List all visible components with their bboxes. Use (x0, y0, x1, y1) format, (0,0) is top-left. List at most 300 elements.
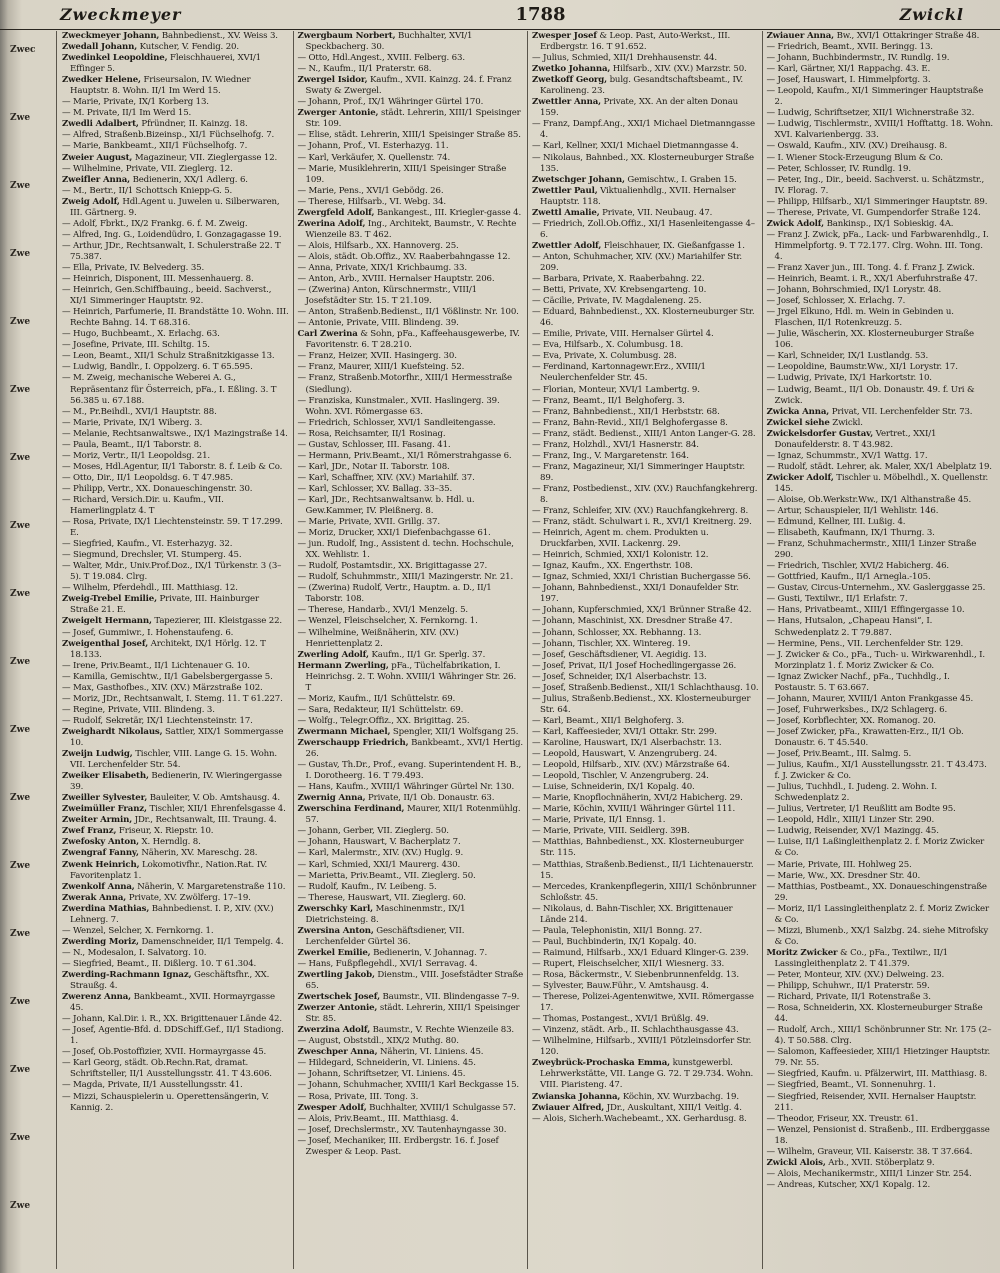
directory-entry: — Rupert, Fleischselcher, XII/1 Wiesnerg. 33. (532, 958, 725, 969)
directory-entry: — Therese, Hauswart, VII. Zieglerg. 60. (297, 892, 466, 903)
directory-entry: — Heinrich, Parfumerie, II. Brandstätte 10. Wohn. III. Rechte Bahng. 14. T 68.316. (62, 307, 289, 329)
directory-entry: Moritz Zwicker & Co., pFa., Textilwr., II/1 Lassingleithenplatz 2. T 41.379. (766, 947, 948, 969)
directory-entry: Zweiker Elisabeth, Bedienerin, IV. Wieringergasse 39. (62, 771, 282, 793)
directory-entry: — J. Zwicker & Co., pFa., Tuch- u. Wirkwarenhdl., I. Morzinplatz 1. f. Moriz Zwicker & Co. (766, 649, 985, 671)
directory-entry: — Hans, Fußpflegehdl., XVI/1 Serravag. 4. (297, 958, 478, 969)
directory-entry: — Antonie, Private, VIII. Blindeng. 39. (297, 318, 459, 329)
column-2 (293, 31, 528, 1269)
directory-entry: Carl Zwerina & Sohn, pFa., Kaffeehausgewerbe, IV. Favoritenstr. 6. T 28.210. (297, 329, 520, 351)
directory-entry: — Therese, Polizei-Agentenwitwe, XVII. Römergasse 17. (532, 992, 754, 1014)
directory-entry: — Max, Gasthofbes., XIV. (XV.) Märzstraße 102. (62, 682, 263, 693)
directory-entry: — Karl, Schneider, IX/1 Lustlandg. 53. (766, 351, 929, 362)
directory-entry: Zwesper Adolf, Buchhalter, XVIII/1 Schulgasse 57. (297, 1102, 516, 1113)
directory-entry: — Franz, Beamt., II/1 Belghoferg. 3. (532, 395, 685, 406)
directory-entry: — Ignaz, Schummstr., XV/1 Wattg. 17. (766, 450, 928, 461)
directory-entry: — Johann, Hauswart, V. Bacherplatz 7. (297, 837, 461, 848)
directory-entry: Zweschper Anna, Näherin, VI. Liniens. 45. (297, 1047, 484, 1058)
directory-entry: — Franz, Bahnbedienst., XII/1 Herbststr. 68. (532, 406, 720, 417)
directory-entry: — Peter, Ing., Dir., beeid. Sachverst. u. Schätzmstr., IV. Florag. 7. (766, 174, 985, 196)
directory-entry: — Melanie, Rechtsanwaltswe., IX/1 Mazingstraße 14. (62, 428, 288, 439)
directory-entry: — Wenzel, Pensionist d. Straßenb., III. Erdberggasse 18. (766, 1124, 990, 1146)
directory-entry: — M. Private, II/1 Im Werd 15. (62, 108, 192, 119)
directory-entry: Zwicker Adolf, Tischler u. Möbelhdl., X. Quellenstr. 145. (766, 472, 989, 494)
directory-entry: Zwenk Heinrich, Lokomotivfhr., Nation.Rat. IV. Favoritenplatz 1. (62, 859, 268, 881)
directory-entry: — Matthias, Postbeamt., XX. Donaueschingenstraße 29. (766, 881, 987, 903)
directory-entry: — Johann, Schriftsetzer, VI. Liniens. 45. (297, 1069, 466, 1080)
directory-entry: — Marie, Private, II/1 Ennsg. 1. (532, 815, 666, 826)
directory-entry: Zweighardt Nikolaus, Sattler, XIX/1 Sommergasse 10. (62, 726, 284, 748)
directory-entry: — Karl, Malermstr., XIV. (XV.) Huglg. 9. (297, 848, 464, 859)
directory-entry: — Alois, Mechanikermstr., XIII/1 Linzer Str. 254. (766, 1168, 972, 1179)
directory-entry: — N., Modesalon, I. Salvatorg. 10. (62, 947, 207, 958)
directory-entry: — Heinrich, Beamt. i. R., XX/1 Aberfuhrstraße 47. (766, 274, 978, 285)
directory-entry: Zwerschina Ferdinand, Maurer, XII/1 Rotenmühlg. 57. (297, 804, 521, 826)
directory-entry: — Siegfried, Reisender, XVII. Hernalser Hauptstr. 211. (766, 1091, 977, 1113)
directory-entry: Zweijn Ludwig, Tischler, VIII. Lange G. 15. Wohn. VII. Lerchenfelder Str. 54. (62, 749, 277, 771)
directory-entry: — Marie, Pens., XVI/1 Gebödg. 26. (297, 185, 444, 196)
directory-entry: — Marie, Private, IX/1 Wiberg. 3. (62, 417, 203, 428)
directory-entry: — Therese, Private, VI. Gumpendorfer Straße 124. (766, 207, 981, 218)
directory-entry: Zwickl Alois, Arb., XVII. Stöberplatz 9. (766, 1157, 935, 1168)
directory-entry: — Anna, Private, XIX/1 Krichbaumg. 33. (297, 262, 467, 273)
directory-entry: — Anton, Arb., XVIII. Hernalser Hauptstr. 206. (297, 274, 495, 285)
directory-entry: — Josef, Drechslermstr., XV. Tautenhayngasse 30. (297, 1124, 507, 1135)
directory-entry: — N., Kaufm., II/1 Praterstr. 68. (297, 64, 432, 75)
directory-entry: Hermann Zwerling, pFa., Tüchelfabrikation, I. Heinrichsg. 2. T. Wohn. XVIII/1 Währinger Str. 26. T (297, 660, 517, 693)
directory-entry: — Karl, Gärtner, XI/1 Rappachg. 43. E. (766, 64, 931, 75)
directory-entry: — Franz, Postbedienst., XIV. (XV.) Rauchfangkehrerg. 8. (532, 483, 758, 505)
directory-entry: — August, Obststdl., XIX/2 Muthg. 80. (297, 1036, 459, 1047)
directory-entry: — Leopold, Hdlr., XIII/1 Linzer Str. 290. (766, 815, 935, 826)
left-margin-index: Zwec Zwe Zwe Zwe Zwe Zwe Zwe Zwe Zwe Zwe Zwe Zwe Zwe Zwe Zwe Zwe Zwe Zwe (8, 31, 57, 1269)
directory-entry: Zwedli Adalbert, Pfründner, II. Kainzg. 18. (62, 119, 248, 130)
directory-entry: — Johann, Buchbindermstr., IV. Rundlg. 19. (766, 53, 950, 64)
directory-entry: — Marie, Bankbeamt., XII/1 Füchselhofg. 7. (62, 141, 248, 152)
directory-entry: — Walter, Mdr., Univ.Prof.Doz., IX/1 Türkenstr. 3 (3–5). T 19.084. Clrg. (62, 561, 282, 583)
directory-entry: Zwefosky Anton, X. Herndlg. 8. (62, 837, 201, 848)
directory-entry: Zwickelsdorfer Gustav, Vertret., XXI/1 Donaufelderstr. 8. T 43.982. (766, 428, 937, 450)
directory-entry: — Franz, Heizer, XVII. Hasingerg. 30. (297, 351, 457, 362)
directory-entry: — Hermine, Pens., VII. Lerchenfelder Str. 129. (766, 638, 964, 649)
directory-entry: — Josef, Gummiwr., I. Hohenstaufeng. 6. (62, 627, 234, 638)
directory-entry: — Josef Zwicker, pFa., Krawatten-Erz., II/1 Ob. Donaustr. 6. T 45.540. (766, 726, 964, 748)
directory-entry: — Heinrich, Gen.Schiffbauing., beeid. Sachverst., XI/1 Simmeringer Hauptstr. 92. (62, 285, 272, 307)
directory-entry: — Leopold, Kaufm., XI/1 Simmeringer Hauptstraße 2. (766, 86, 984, 108)
directory-entry: — Marietta, Priv.Beamt., VII. Zieglerg. 50. (297, 870, 476, 881)
directory-entry: — Johann, Bohrschmied, IX/1 Lorystr. 48. (766, 285, 942, 296)
directory-entry: Zwettler Anna, Private, XX. An der alten Donau 159. (532, 97, 739, 119)
directory-entry: — Luise, Schneiderin, IX/1 Kopalg. 40. (532, 782, 695, 793)
directory-entry: — Raimund, Hilfsarb., XX/1 Eduard Klinger-G. 239. (532, 947, 749, 958)
directory-entry: Zweigenthal Josef, Architekt, IX/1 Hörlg. 12. T 18.133. (62, 638, 266, 660)
directory-entry: — Karl, Schmied, XXI/1 Maurerg. 430. (297, 859, 461, 870)
directory-entry: — Moses, Hdl.Agentur, II/1 Taborstr. 8. f. Leib & Co. (62, 461, 283, 472)
directory-entry: — Johann, Tischler, XX. Wintereg. 19. (532, 638, 691, 649)
directory-entry: — Marie, Musiklehrerin, XIII/1 Speisinger Straße 109. (297, 163, 507, 185)
directory-entry: Zweiter Armin, JDr., Rechtsanwalt, III. Traung. 4. (62, 815, 277, 826)
directory-entry: — Mizzi, Schauspielerin u. Operettensängerin, V. Kannig. 2. (62, 1091, 269, 1113)
directory-entry: — Julius, Tuchhdl., I. Judeng. 2. Wohn. I. Schwedenplatz 2. (766, 782, 937, 804)
directory-entry: — Marie, Private, VIII. Seidlerg. 39B. (532, 826, 690, 837)
directory-entry: — Peter, Monteur, XIV. (XV.) Delweing. 23. (766, 969, 945, 980)
directory-entry: Zwickel siehe Zwickl. (766, 417, 863, 428)
directory-entry: — jun. Rudolf, Ing., Assistent d. techn. Hochschule, XX. Wehlistr. 1. (297, 539, 514, 561)
directory-entry: — Magda, Private, II/1 Ausstellungsstr. 41. (62, 1080, 243, 1091)
directory-entry: — Florian, Monteur, XVI/1 Lambertg. 9. (532, 384, 700, 395)
directory-entry: — Friedrich, Schlosser, XVI/1 Sandleitengasse. (297, 417, 496, 428)
directory-entry: — Siegfried, Beamt., VI. Sonnenuhrg. 1. (766, 1080, 936, 1091)
directory-entry: — Ludwig, Reisender, XV/1 Mazingg. 45. (766, 826, 939, 837)
directory-entry: — Nikolaus, Bahnbed., XX. Klosterneuburger Straße 135. (532, 152, 754, 174)
directory-entry: — Johann, Gerber, VII. Zieglerg. 50. (297, 826, 449, 837)
directory-entry: — Siegmund, Drechsler, VI. Stumperg. 45. (62, 550, 242, 561)
directory-entry: — Alois, städt. Ob.Offiz., XV. Raaberbahngasse 12. (297, 251, 511, 262)
directory-entry: — Rosa, Reichsamter, II/1 Rosinag. (297, 428, 446, 439)
directory-entry: — Paula, Telephonistin, XII/1 Bonng. 27. (532, 925, 702, 936)
directory-entry: — Wilhelm, Pferdehdl., III. Matthiasg. 12. (62, 583, 238, 594)
directory-entry: — Johann, Prof., IX/1 Währinger Gürtel 170. (297, 97, 484, 108)
directory-entry: — Otto, Dir., II/1 Leopoldsg. 6. T 47.985. (62, 472, 233, 483)
directory-entry: — Johann, Maurer, XVIII/1 Anton Frankgasse 45. (766, 693, 974, 704)
directory-entry: Zwenkolf Anna, Näherin, V. Margaretenstraße 110. (62, 881, 286, 892)
directory-entry: — Julius, Kaufm., XI/1 Ausstellungsstr. 21. T 43.473. f. J. Zwicker & Co. (766, 760, 987, 782)
directory-entry: Zwerzer Antonie, städt. Lehrerin, XIII/1 Speisinger Str. 85. (297, 1003, 520, 1025)
header-right-word: Zwickl (899, 5, 964, 24)
directory-entry: Zwedinkel Leopoldine, Fleischhauerei, XVI/1 Effinger 5. (62, 53, 261, 75)
directory-entry: — Josef, Schlosser, X. Erlachg. 7. (766, 296, 906, 307)
directory-entry: — Therese, Hilfsarb., VI. Webg. 34. (297, 196, 447, 207)
directory-entry: — Marie, Köchin, XVIII/1 Währinger Gürtel 111. (532, 804, 736, 815)
directory-entry: — Leopold, Hauswart, V. Anzengruberg. 24. (532, 749, 718, 760)
directory-entry: — Siegfried, Kaufm. u. Pfälzerwirt, III. Matthiasg. 8. (766, 1069, 988, 1080)
directory-entry: — Josefine, Private, III. Schiltg. 15. (62, 340, 210, 351)
directory-entry: — Josef, Hauswart, I. Himmelpfortg. 3. (766, 75, 931, 86)
directory-entry: — Wilhelmine, Private, VII. Zieglerg. 12. (62, 163, 233, 174)
directory-entry: Zwerger Antonie, städt. Lehrerin, XIII/1 Speisinger Str. 109. (297, 108, 521, 130)
directory-entry: Zwernig Anna, Private, II/1 Ob. Donaustr. 63. (297, 793, 495, 804)
directory-entry: — Salomon, Kaffeesieder, XIII/1 Hietzinger Hauptstr. 79. Nr. 55. (766, 1047, 991, 1069)
column-1 (58, 31, 293, 1269)
directory-entry: — Julius, Vertreter, I/1 Reußlitt am Bodte 95. (766, 804, 956, 815)
directory-entry: — Alfred, Straßenb.Bizeinsp., XI/1 Füchselhofg. 7. (62, 130, 275, 141)
directory-entry: — Leopoldine, Baumstr.Ww., XI/1 Lorystr. 17. (766, 362, 958, 373)
directory-entry: — Johann, Kal.Dir. i. R., XX. Brigittenauer Lände 42. (62, 1014, 282, 1025)
directory-entry: — M., Pr.Beihdl., XVI/1 Hauptstr. 88. (62, 406, 217, 417)
directory-entry: — Alfred, Ing. G., Loidendüdro, I. Gonzagagasse 19. (62, 229, 282, 240)
directory-entry: — Franz, Schuhmachermstr., XIII/1 Linzer Straße 290. (766, 539, 977, 561)
directory-entry: — Johann, Schuhmacher, XVIII/1 Karl Beckgasse 15. (297, 1080, 520, 1091)
directory-entry: Zwergbaum Norbert, Buchhalter, XVI/1 Speckbacherg. 30. (297, 31, 473, 53)
directory-entry: Zwerschaupp Friedrich, Bankbeamt., XVI/1 Hertig. 26. (297, 738, 523, 760)
directory-entry: — Johann, Kupferschmied, XX/1 Brünner Straße 42. (532, 605, 752, 616)
directory-entry: Zwiauer Anna, Bw., XVI/1 Ottakringer Straße 48. (766, 31, 980, 41)
directory-entry: — Ignaz Zwicker Nachf., pFa., Tuchhdlg., I. Postaustr. 5. T 63.667. (766, 671, 950, 693)
directory-entry: — Mercedes, Krankenpflegerin, XIII/1 Schönbrunner Schloßstr. 45. (532, 881, 757, 903)
directory-entry: — Rosa, Private, III. Tong. 3. (297, 1091, 419, 1102)
directory-entry: — Arthur, JDr., Rechtsanwalt, I. Schulerstraße 22. T 75.387. (62, 240, 281, 262)
directory-entry: — Jrgel Elkuno, Hdl. m. Wein in Gebinden u. Flaschen, II/1 Rotenkreuzg. 5. (766, 307, 954, 329)
directory-entry: Zweifler Anna, Bedienerin, XX/1 Adlerg. 6. (62, 174, 248, 185)
directory-entry: — (Zwerina) Rudolf, Vertr., Hauptm. a. D., II/1 Taborstr. 108. (297, 583, 492, 605)
directory-entry: — Richard, Private, II/1 Rotenstraße 3. (766, 992, 931, 1003)
directory-entry: — Heinrich, Disponent, III. Messenhauerg. 8. (62, 274, 254, 285)
directory-entry: Zweimüller Franz, Tischler, XII/1 Ehrenfelsgasse 4. (62, 804, 286, 815)
directory-entry: — Heinrich, Schmied, XXI/1 Kolonistr. 12. (532, 550, 709, 561)
directory-entry: — Rudolf, Sekretär, IX/1 Liechtensteinstr. 17. (62, 715, 253, 726)
directory-entry: Zwerschky Karl, Maschinenmstr., IX/1 Dietrichsteing. 8. (297, 903, 466, 925)
directory-entry: — Betti, Private, XV. Krebsengarteng. 10. (532, 285, 707, 296)
directory-entry: — Karoline, Hauswart, IX/1 Alserbachstr. 13. (532, 738, 722, 748)
directory-entry: Zwengraf Fanny, Näherin, XV. Mareschg. 28. (62, 848, 258, 859)
directory-entry: — Gottfried, Kaufm., II/1 Arnegla.-105. (766, 572, 931, 583)
directory-entry: — Alois, Hilfsarb., XX. Hannoverg. 25. (297, 240, 459, 251)
directory-entry: — Philipp, Schuhwr., II/1 Praterstr. 59. (766, 981, 930, 992)
directory-entry: — Josef, Geschäftsdiener, VI. Aegidig. 13. (532, 649, 707, 660)
directory-entry: — Siegfried, Kaufm., VI. Esterhazyg. 32. (62, 539, 233, 550)
directory-entry: — Oswald, Kaufm., XIV. (XV.) Dreihausg. 8. (766, 141, 948, 152)
directory-entry: — Anton, Straßenb.Bedienst., II/1 Vößlinstr. Nr. 100. (297, 307, 519, 318)
directory-entry: — Wenzel, Fleischselcher, X. Fernkorng. 1. (297, 616, 478, 627)
directory-entry: — Mizzi, Blumenb., XX/1 Salzbg. 24. siehe Mitrofsky & Co. (766, 925, 989, 947)
directory-entry: Zwicka Anna, Privat, VII. Lerchenfelder Str. 73. (766, 406, 973, 417)
directory-entry: — Josef, Straßenb.Bedienst., XII/1 Schlachthausg. 10. (532, 682, 759, 693)
directory-entry: — Nikolaus, d. Bahn-Tischler, XX. Brigittenauer Lände 214. (532, 903, 733, 925)
directory-entry: — Marie, Knopflochnäherin, XVI/2 Habicherg. 29. (532, 793, 743, 804)
directory-entry: — Moriz, JDr., Rechtsanwalt, I. Stemg. 11. T 61.227. (62, 693, 283, 704)
directory-entry: — Paula, Beamt., II/1 Taborstr. 8. (62, 439, 202, 450)
directory-entry: — Rosa, Private, IX/1 Liechtensteinstr. 59. T 17.299. E. (62, 517, 283, 539)
directory-entry: Zwerling Adolf, Kaufm., II/1 Gr. Sperlg. 37. (297, 649, 486, 660)
directory-entry: — Heinrich, Agent m. chem. Produkten u. Druckfarben, XVII. Lackenrg. 29. (532, 528, 709, 550)
directory-entry: Zwerak Anna, Private, XV. Zwölferg. 17–19. (62, 892, 251, 903)
directory-entry: — Cäcilie, Private, IV. Magdaleneng. 25. (532, 296, 702, 307)
directory-entry: Zweier August, Magazineur, VII. Zieglergasse 12. (62, 152, 278, 163)
directory-entry: Zweig-Trebel Emilie, Private, III. Hainburger Straße 21. E. (62, 594, 259, 616)
directory-entry: — Ludwig, Tischlermstr., XVIII/1 Hofftattg. 18. Wohn. XVI. Kalvarienbergg. 33. (766, 119, 993, 141)
directory-entry: — Franz, städt. Bedienst., XIII/1 Anton Langer-G. 28. (532, 428, 756, 439)
directory-entry: Zwerina Adolf, Ing., Architekt, Baumstr., V. Rechte Wienzeile 83. T 462. (297, 218, 517, 240)
directory-entry: — Julie, Wäscherin, XX. Klosterneuburger Straße 106. (766, 329, 974, 351)
directory-entry: — Wilhelmine, Hilfsarb., XVIII/1 Pötzleinsdorfer Str. 120. (532, 1036, 752, 1058)
directory-entry: — Ignaz, Kaufm., XX. Engerthstr. 108. (532, 561, 693, 572)
directory-entry: Zwerdina Mathias, Bahnbedienst. I. P., XIV. (XV.) Lehnerg. 7. (62, 903, 274, 925)
directory-entry: Zwick Adolf, Bankinsp., IX/1 Sobieskig. 4A. (766, 218, 954, 229)
directory-entry: Zwerkel Emilie, Bedienerin, V. Johannag. 7. (297, 947, 488, 958)
directory-entry: — Edmund, Kellner, III. Lußig. 4. (766, 517, 906, 528)
directory-entry: — Moriz, Drucker, XXI/1 Diefenbachgasse 61. (297, 528, 491, 539)
directory-entry: — Josef, Korbflechter, XX. Romanog. 20. (766, 715, 936, 726)
directory-entry: — Josef, Fuhrwerksbes., IX/2 Schlagerg. 6. (766, 704, 948, 715)
directory-entry: — Ludwig, Schriftsetzer, XII/1 Wichnerstraße 32. (766, 108, 975, 119)
directory-entry: — Franz J. Zwick, pFa., Lack- und Farbwarenhdlg., I. Himmelpfortg. 9. T 72.177. Clrg. Wohn. III. Tong. 4. (766, 229, 989, 262)
directory-entry: — Franz, Straßenb.Motorfhr., XIII/1 Hermesstraße (Siedlung). (297, 373, 512, 395)
directory-entry: — Karl, Kellner, XXI/1 Michael Dietmanngasse 4. (532, 141, 739, 152)
directory-entry: — Gustav, Schlosser, III. Fasang. 41. (297, 439, 451, 450)
directory-entry: — Johann, Bahnbedienst., XXI/1 Donaufelder Str. 197. (532, 583, 739, 605)
directory-entry: Zwerding-Rachmann Ignaz, Geschäftsfhr., XX. Straußg. 4. (62, 969, 270, 992)
directory-entry: — Eva, Hilfsarb., X. Columbusg. 18. (532, 340, 684, 351)
directory-entry: — Matthias, Straßenb.Bedienst., II/1 Lichtenauerstr. 15. (532, 859, 754, 881)
column-3 (527, 31, 762, 1269)
directory-entry: — Kamilla, Gemischtw., II/1 Gabelsbergergasse 5. (62, 671, 273, 682)
directory-entry: — Sara, Redakteur, II/1 Schüttelstr. 69. (297, 704, 464, 715)
directory-entry: — Moriz, Vertr., II/1 Leopoldsg. 21. (62, 450, 210, 461)
directory-entry: — Hans, Hutsalon, „Chapeau Hansi“, I. Schwedenplatz 2. T 79.887. (766, 616, 933, 638)
directory-entry: Zwettl Amalie, Private, VII. Neubaug. 47. (532, 207, 713, 218)
directory-entry: — Franz, Dampf.Ang., XXI/1 Michael Dietmanngasse 4. (532, 119, 755, 141)
directory-entry: — Franziska, Kunstmaler., XVII. Haslingerg. 39. Wohn. XVI. Römergasse 63. (297, 395, 500, 417)
directory-entry: — Regine, Private, VIII. Blindeng. 3. (62, 704, 215, 715)
directory-entry: Zwef Franz, Friseur, X. Riepstr. 10. (62, 826, 214, 837)
directory-entry: — Therese, Handarb., XVI/1 Menzelg. 5. (297, 605, 468, 616)
directory-entry: — Gustav, Th.Dr., Prof., evang. Superintendent H. B., I. Dorotheerg. 16. T 79.493. (297, 760, 522, 782)
directory-entry: — Richard, Versich.Dir. u. Kaufm., VII. Hamerlingplatz 4. T (62, 494, 224, 517)
directory-entry: — Karl, Verkäufer, X. Quellenstr. 74. (297, 152, 451, 163)
directory-entry: — Johann, Maschinist, XX. Dresdner Straße 47. (532, 616, 733, 627)
directory-entry: — Luise, II/1 Laßingleithenplatz 2. f. Moriz Zwicker & Co. (766, 837, 985, 859)
directory-entry: Zwersina Anton, Geschäftsdiener, VII. Lerchenfelder Gürtel 36. (297, 925, 465, 947)
directory-entry: — Philipp, Hilfsarb., XI/1 Simmeringer Hauptstr. 89. (766, 196, 988, 207)
directory-entry: — Gustav, Circus-Unternehm., XV. Gaslerggasse 25. (766, 583, 986, 594)
directory-entry: Zwiauer Alfred, JDr., Auskultant, XIII/1 Veitlg. 4. (532, 1102, 742, 1113)
directory-entry: — Franz, Maurer, XIII/1 Kuefsteing. 52. (297, 362, 465, 373)
directory-entry: — Julius, Straßenb.Bedienst., XX. Klosterneuburger Str. 64. (532, 693, 751, 715)
page-header (0, 0, 1000, 30)
directory-entry: Zwertschek Josef, Baumstr., VII. Blindengasse 7–9. (297, 992, 520, 1003)
directory-entry: — Elise, städt. Lehrerin, XIII/1 Speisinger Straße 85. (297, 130, 521, 141)
directory-entry: — Franz, Magazineur, XI/1 Simmeringer Hauptstr. 89. (532, 461, 745, 483)
directory-entry: — Leopold, Hilfsarb., XIV. (XV.) Märzstraße 64. (532, 760, 730, 771)
directory-entry: Zwesper Josef & Leop. Past, Auto-Werkst., III. Erdbergstr. 16. T 91.652. (532, 31, 731, 53)
directory-entry: Zwertling Jakob, Dienstm., VIII. Josefstädter Straße 65. (297, 969, 524, 992)
directory-entry: — Anton, Schuhmacher, XIV. (XV.) Mariahilfer Str. 209. (532, 251, 742, 273)
directory-entry: — Johann, Schlosser, XX. Rebhanng. 13. (532, 627, 702, 638)
directory-entry: — Julius, Schmied, XII/1 Drehhausenstr. 44. (532, 53, 717, 64)
directory-entry: Zweckmeyer Johann, Bahnbedienst., XV. Weiss 3. (62, 31, 278, 41)
directory-entry: Zwedker Helene, Friseursalon, IV. Wiedner Hauptstr. 8. Wohn. II/1 Im Werd 15. (62, 75, 251, 97)
directory-entry: — Rudolf, städt. Lehrer, ak. Maler, XX/1 Abelplatz 19. (766, 461, 992, 472)
directory-entry: Zweybrück-Prochaska Emma, kunstgewerbl. Lehrwerkstätte, VII. Lange G. 72. T 29.734. Wohn. VIII. Piaristeng. 47. (532, 1058, 754, 1091)
directory-entry: — Leopold, Tischler, V. Anzengruberg. 24. (532, 771, 709, 782)
directory-entry: — Adolf, Fbrkt., IX/2 Frankg. 6. f. M. Zweig. (62, 218, 248, 229)
directory-entry: Zwetkoff Georg, bulg. Gesandtschaftsbeamt., IV. Karolineng. 23. (532, 75, 743, 97)
directory-entry: Zwettler Adolf, Fleischhauer, IX. Gießanfgasse 1. (532, 240, 745, 251)
directory-entry: Zweiller Sylvester, Bauleiter, V. Ob. Amtshausg. 4. (62, 793, 280, 804)
directory-entry: Zwetschger Johann, Gemischtw., I. Graben 15. (532, 174, 737, 185)
directory-entry: — Marie, Ww., XX. Dresdner Str. 40. (766, 870, 921, 881)
directory-entry: — Eduard, Bahnbedienst., XX. Klosterneuburger Str. 46. (532, 307, 755, 329)
directory-entry: — Ludwig, Beamt., II/1 Ob. Donaustr. 49. f. Uri & Zwick. (766, 384, 975, 406)
directory-entry: — Paul, Buchbinderin, IX/1 Kopalg. 40. (532, 936, 697, 947)
directory-entry: — Wolfg., Telegr.Offiz., XX. Brigittag. 25. (297, 715, 470, 726)
directory-entry: — Ludwig, Private, IX/1 Harkortstr. 10. (766, 373, 932, 384)
directory-entry: — Moriz, II/1 Lassingleithenplatz 2. f. Moriz Zwicker & Co. (766, 903, 989, 925)
directory-entry: — Otto, Hdl.Angest., XVIII. Felberg. 63. (297, 53, 465, 64)
directory-entry: — Franz, Schleifer, XIV. (XV.) Rauchfangkehrerg. 8. (532, 506, 749, 517)
directory-entry: — Karl, Schaffner, XIV. (XV.) Mariahilf. 37. (297, 472, 475, 483)
directory-entry: Zwettler Paul, Viktualienhdlg., XVII. Hernalser Hauptstr. 118. (532, 185, 736, 207)
column-4 (762, 31, 997, 1269)
directory-entry: — Andreas, Kutscher, XX/1 Kopalg. 12. (766, 1179, 931, 1190)
directory-entry: — Hildegard, Schneiderin, VI. Liniens. 45. (297, 1058, 476, 1069)
directory-entry: — Ludwig, Bandlr., I. Oppolzerg. 6. T 65.595. (62, 362, 253, 373)
directory-entry: — Leon, Beamt., XII/1 Schulz Straßnitzkigasse 13. (62, 351, 275, 362)
directory-entry: — Johann, Prof., VI. Esterhazyg. 11. (297, 141, 449, 152)
directory-entry: — M., Bertr., II/1 Schottsch Kniepp-G. 5. (62, 185, 233, 196)
directory-entry: — Karl, JDr., Rechtsanwaltsanw. b. Hdl. u. Gew.Kammer, IV. Pleißnerg. 8. (297, 494, 475, 517)
directory-entry: — Josef, Mechaniker, III. Erdbergstr. 16. f. Josef Zwesper & Leop. Past. (297, 1135, 499, 1157)
directory-entry: — Hermann, Priv.Beamt., XI/1 Römerstrahgasse 6. (297, 450, 512, 461)
header-left-word: Zweckmeyer (60, 5, 182, 24)
directory-entry: — Karl, Schlosser, XV. Ballag. 33–35. (297, 483, 453, 494)
directory-entry: — Emilie, Private, VIII. Hernalser Gürtel 4. (532, 329, 714, 340)
directory-entry: — Franz Xaver jun., III. Tong. 4. f. Franz J. Zwick. (766, 262, 975, 273)
directory-entry: — Gusti, Textilwr., II/1 Erlafstr. 7. (766, 594, 908, 605)
directory-entry: Zwergel Isidor, Kaufm., XVII. Kainzg. 24. f. Franz Swaty & Zwergel. (297, 75, 512, 97)
directory-entry: — Irene, Priv.Beamt., II/1 Lichtenauer G. 10. (62, 660, 250, 671)
directory-entry: — Josef, Privat, II/1 Josef Hochedlingergasse 26. (532, 660, 737, 671)
directory-entry: — Artur, Schauspieler, II/1 Wehlistr. 146. (766, 506, 939, 517)
directory-entry: — Wilhelmine, Weißnäherin, XIV. (XV.) Henriettenplatz 2. (297, 627, 459, 649)
directory-entry: — (Zwerina) Anton, Kürschnermstr., VIII/1 Josefstädter Str. 15. T 21.109. (297, 285, 477, 307)
directory-entry: — M. Zweig, mechanische Weberei A. G., Repräsentanz für Österreich, pFa., I. Eßling. 3. T 56.385 u. 67.188. (62, 373, 277, 406)
directory-entry: — Alois, Priv.Beamt., III. Matthiasg. 4. (297, 1113, 459, 1124)
directory-entry: — Eva, Private, X. Columbusg. 28. (532, 351, 677, 362)
directory-entry: — Hugo, Buchbeamt., X. Erlachg. 63. (62, 329, 220, 340)
directory-entry: Zwerding Moriz, Damenschneider, II/1 Tempelg. 4. (62, 936, 284, 947)
directory-entry: — Ella, Private, IV. Belvederg. 35. (62, 262, 205, 273)
directory-entry: — Rudolf, Schuhmmstr., XIII/1 Mazingerstr. Nr. 21. (297, 572, 514, 583)
directory-entry: — Ignaz, Schmied, XXI/1 Christian Buchergasse 56. (532, 572, 751, 583)
directory-entry: — Ferdinand, Kartonnagewr.Erz., XVIII/1 Neulerchenfelder Str. 45. (532, 362, 706, 384)
directory-entry: — Siegfried, Beamt., II. Dißlerg. 10. T 61.304. (62, 958, 257, 969)
directory-entry: — Franz, Holzhdl., XVI/1 Hasnerstr. 84. (532, 439, 699, 450)
directory-entry: Zwedall Johann, Kutscher, V. Fendig. 20. (62, 42, 239, 53)
page-number: 1788 (515, 4, 566, 25)
directory-columns (58, 31, 996, 1269)
directory-entry: — Friedrich, Beamt., XVII. Beringg. 13. (766, 42, 933, 53)
directory-entry: — Josef, Priv.Beamt., III. Salmg. 5. (766, 749, 912, 760)
directory-entry: Zwerzina Adolf, Baumstr., V. Rechte Wienzeile 83. (297, 1025, 515, 1036)
directory-entry: Zwerenz Anna, Bankbeamt., XVII. Hormayrgasse 45. (62, 992, 275, 1014)
directory-entry: Zwermann Michael, Spengler, XII/1 Wolfsgang 25. (297, 726, 519, 737)
directory-entry: — Moriz, Kaufm., II/1 Schüttelstr. 69. (297, 693, 456, 704)
directory-entry: — Josef, Ob.Postoffizier, XVII. Hormayrgasse 45. (62, 1047, 267, 1058)
directory-entry: — Rudolf, Arch., XIII/1 Schönbrunner Str. Nr. 175 (2–4). T 50.588. Clrg. (766, 1025, 992, 1047)
directory-entry: Zweigelt Hermann, Tapezierer, III. Kleistgasse 22. (62, 616, 283, 627)
directory-entry: — Marie, Private, III. Hohlweg 25. (766, 859, 912, 870)
directory-entry: Zwetko Johanna, Hilfsarb., XIV. (XV.) Marzstr. 50. (532, 64, 747, 75)
directory-entry: Zweig Adolf, Hdl.Agent u. Juwelen u. Silberwaren, III. Gärtnerg. 9. (62, 196, 280, 218)
directory-entry: — Karl, Beamt., XII/1 Belghoferg. 3. (532, 715, 685, 726)
directory-entry: — Franz, Ing., V. Margaretenstr. 164. (532, 450, 689, 461)
directory-entry: — Friedrich, Zoll.Ob.Offiz., XI/1 Hasenleitengasse 4–6. (532, 218, 755, 240)
directory-entry: — Hans, Privatbeamt., XIII/1 Effingergasse 10. (766, 605, 965, 616)
directory-entry: — Rosa, Schneiderin, XX. Klosterneuburger Straße 44. (766, 1003, 983, 1025)
directory-entry: — Peter, Schlosser, IV. Rundlg. 19. (766, 163, 911, 174)
directory-entry: — Franz, städt. Schulwart i. R., XVI/1 Kreitnerg. 29. (532, 517, 752, 528)
directory-entry: — Marie, Private, XVII. Grillg. 37. (297, 517, 440, 528)
directory-entry: — Wilhelm, Graveur, VII. Kaiserstr. 38. T 37.664. (766, 1146, 973, 1157)
directory-entry: — Thomas, Postangest., XVI/1 Brüßlg. 49. (532, 1014, 709, 1025)
directory-entry: — Alois, Sicherh.Wachebeamt., XX. Gerhardusg. 8. (532, 1113, 747, 1124)
directory-entry: — Franz, Bahn-Revid., XII/1 Belghofergasse 8. (532, 417, 728, 428)
directory-entry: — Wenzel, Selcher, X. Fernkorng. 1. (62, 925, 214, 936)
directory-entry: — Rudolf, Kaufm., IV. Leibeng. 5. (297, 881, 437, 892)
directory-entry: — Friedrich, Tischler, XVI/2 Habicherg. 46. (766, 561, 950, 572)
directory-entry: — Josef, Agentie-Bfd. d. DDSchiff.Gef., II/1 Stadiong. 1. (62, 1025, 284, 1047)
directory-entry: — Rudolf, Postamtsdir., XX. Brigittagasse 27. (297, 561, 488, 572)
